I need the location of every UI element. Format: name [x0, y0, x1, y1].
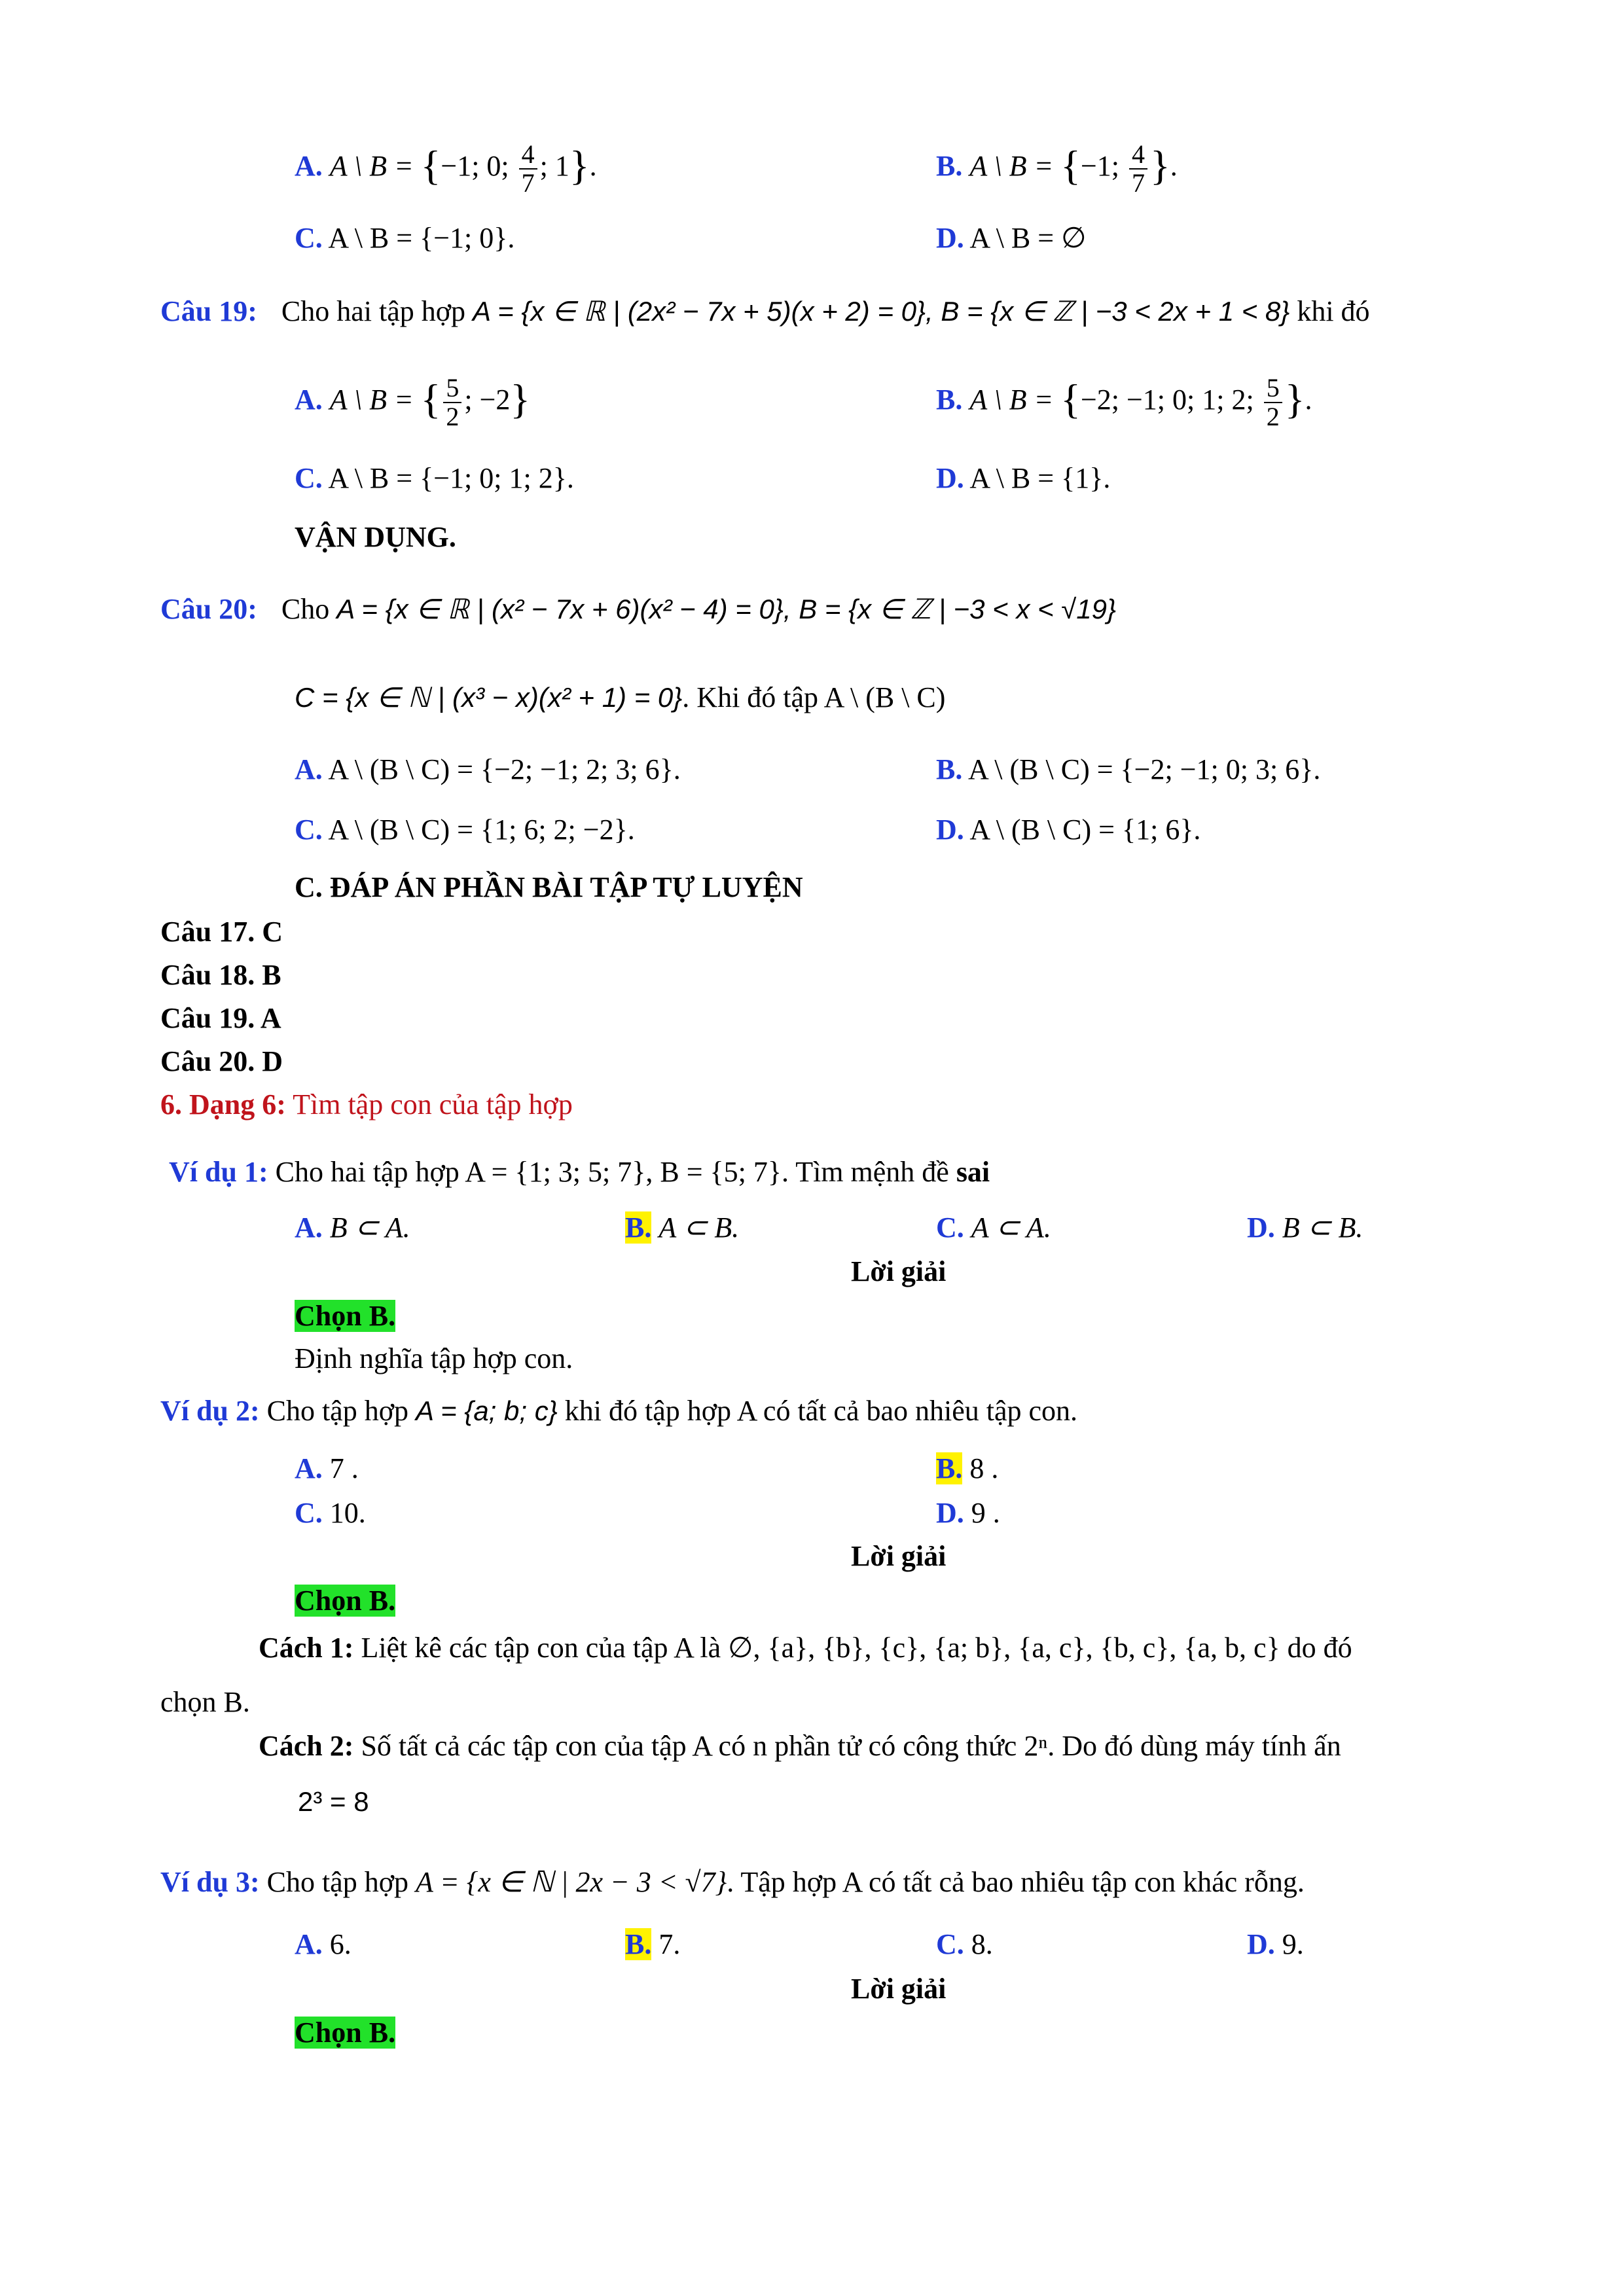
q18-option-a — [295, 141, 597, 197]
vd2-option-a — [295, 1452, 359, 1486]
method-2 — [259, 1729, 1341, 1764]
solution-heading: Lời giải — [851, 1540, 947, 1572]
example-text: . Tập hợp A có tất cả bao nhiêu tập con khác rỗng. — [727, 1866, 1305, 1898]
section-label: 6. Dạng 6: — [160, 1088, 286, 1121]
vd3-stem — [160, 1865, 1305, 1900]
fraction — [443, 374, 461, 431]
option-expr: A \ B = — [329, 150, 421, 183]
example-text: Cho tập hợp — [266, 1866, 408, 1898]
option-expr: A \ B = — [969, 150, 1061, 183]
option-text: 8. — [971, 1928, 993, 1960]
option-letter: D. — [1247, 1928, 1275, 1960]
set-definition: A = {x ∈ ℝ | (x² − 7x + 6)(x² − 4) = 0}, B = {x ∈ ℤ | −3 < x < √19} — [336, 594, 1116, 624]
q18-option-d — [936, 221, 1086, 256]
option-letter: D. — [936, 1497, 964, 1529]
option-text: A \ (B \ C) = {1; 6}. — [969, 814, 1201, 846]
option-letter: A. — [295, 1452, 323, 1484]
q19-option-a — [295, 374, 530, 431]
method-1-cont: chọn B. — [160, 1686, 250, 1718]
option-end: . — [1170, 150, 1178, 183]
example-text: khi đó tập hợp A có tất cả bao nhiêu tập con. — [564, 1395, 1078, 1427]
fraction-den: 7 — [521, 168, 535, 198]
option-text: 6. — [329, 1928, 352, 1960]
vd2-option-b — [936, 1452, 998, 1486]
option-letter: C. — [936, 1928, 964, 1960]
method-text: Số tất cả các tập con của tập A có n phần tử có công thức 2ⁿ. Do đó dùng máy tính ấn — [361, 1730, 1341, 1762]
brace: } — [510, 376, 531, 423]
set-definition: A = {x ∈ ℕ | 2x − 3 < √7} — [415, 1866, 727, 1898]
example-label: Ví dụ 3: — [160, 1866, 260, 1898]
fraction-num: 4 — [519, 141, 537, 170]
answers-heading: C. ĐÁP ÁN PHẦN BÀI TẬP TỰ LUYỆN — [295, 871, 803, 903]
option-text: 9. — [1282, 1928, 1304, 1960]
question-text: Cho hai tập hợp — [281, 295, 466, 327]
set-definition: C = {x ∈ ℕ | (x³ − x)(x² + 1) = 0} — [295, 682, 683, 713]
option-text: A \ B = {−1; 0}. — [328, 222, 515, 254]
option-letter: C. — [936, 1211, 964, 1244]
option-letter: D. — [936, 222, 964, 254]
option-expr: A \ B = — [329, 384, 421, 416]
vd3-option-c — [936, 1928, 993, 1962]
method-label: Cách 1: — [259, 1632, 354, 1664]
option-expr: −1; — [1080, 150, 1127, 183]
option-text: 7 . — [329, 1452, 359, 1484]
fraction — [519, 141, 537, 197]
brace: { — [1060, 142, 1081, 189]
option-text: A \ B = {1}. — [969, 462, 1111, 494]
fraction-num: 5 — [1264, 374, 1282, 403]
option-expr: ; 1 — [539, 150, 569, 183]
q20-option-b — [936, 753, 1320, 787]
chosen-answer — [295, 1299, 395, 1334]
option-letter-highlighted: B. — [625, 1211, 652, 1244]
option-letter: A. — [295, 384, 323, 416]
section-heading-dang-6 — [160, 1088, 573, 1122]
brace: { — [420, 376, 441, 423]
q18-option-c — [295, 221, 514, 256]
chosen-answer-text: Chọn B. — [295, 1585, 396, 1617]
option-letter: A. — [295, 150, 323, 183]
method-1 — [259, 1631, 1352, 1666]
section-heading-van-dung: VẬN DỤNG. — [295, 521, 456, 553]
option-text: 9 . — [971, 1497, 1000, 1529]
option-letter: A. — [295, 753, 323, 785]
chosen-answer — [295, 1584, 395, 1619]
vd1-option-a — [295, 1211, 410, 1246]
option-expr: A \ B = — [969, 384, 1061, 416]
method-label: Cách 2: — [259, 1730, 354, 1762]
q20-stem — [160, 592, 1116, 627]
q20-stem-cont — [295, 681, 945, 715]
option-text: 10. — [329, 1497, 366, 1529]
method-2-formula: 2³ = 8 — [298, 1786, 369, 1817]
brace: } — [1150, 142, 1170, 189]
q20-option-d — [936, 813, 1200, 848]
option-letter: D. — [936, 462, 964, 494]
vd1-stem — [169, 1155, 990, 1190]
method-text: Liệt kê các tập con của tập A là ∅, {a}, {b}, {c}, {a; b}, {a, c}, {b, c}, {a, b, c} do đó — [361, 1632, 1352, 1664]
question-text: khi đó — [1297, 295, 1370, 327]
vd2-stem — [160, 1394, 1077, 1429]
option-text: A \ (B \ C) = {−2; −1; 0; 3; 6}. — [967, 753, 1321, 785]
vd2-option-c — [295, 1496, 366, 1531]
q20-option-c — [295, 813, 635, 848]
option-text: A ⊂ A. — [971, 1211, 1051, 1244]
fraction-num: 4 — [1129, 141, 1147, 170]
option-text: A ⊂ B. — [659, 1211, 740, 1244]
vd3-option-a — [295, 1928, 352, 1962]
vd1-option-d — [1247, 1211, 1363, 1246]
option-text: B ⊂ B. — [1282, 1211, 1363, 1244]
option-text: 8 . — [969, 1452, 999, 1484]
solution-heading: Lời giải — [851, 1973, 947, 2005]
option-letter: C. — [295, 1497, 323, 1529]
vd3-option-b — [625, 1928, 680, 1962]
solution-heading: Lời giải — [851, 1255, 947, 1287]
q19-stem — [160, 295, 1370, 329]
option-letter-highlighted: B. — [936, 1452, 963, 1484]
section-title: Tìm tập con của tập hợp — [293, 1088, 573, 1121]
example-text: Cho hai tập hợp A = {1; 3; 5; 7}, B = {5; 7}. Tìm mệnh đề — [275, 1156, 949, 1188]
example-text: Cho tập hợp — [266, 1395, 408, 1427]
option-text: B ⊂ A. — [329, 1211, 410, 1244]
option-text: A \ B = {−1; 0; 1; 2}. — [328, 462, 574, 494]
chosen-answer-text: Chọn B. — [295, 2017, 396, 2049]
q19-option-d — [936, 461, 1110, 496]
option-letter: C. — [295, 814, 323, 846]
option-letter: C. — [295, 222, 323, 254]
q18-option-b — [936, 141, 1178, 197]
set-definition: A = {x ∈ ℝ | (2x² − 7x + 5)(x + 2) = 0}, B = {x ∈ ℤ | −3 < 2x + 1 < 8} — [473, 296, 1290, 327]
option-text: A \ (B \ C) = {−2; −1; 2; 3; 6}. — [328, 753, 681, 785]
option-letter: A. — [295, 1211, 323, 1244]
vd1-option-b — [625, 1211, 739, 1246]
q20-option-a — [295, 753, 681, 787]
option-letter: B. — [936, 753, 963, 785]
fraction — [1264, 374, 1282, 431]
fraction-num: 5 — [443, 374, 461, 403]
fraction-den: 2 — [1266, 402, 1280, 431]
option-letter: D. — [936, 814, 964, 846]
fraction-den: 7 — [1132, 168, 1145, 198]
question-text: Cho — [281, 593, 330, 625]
option-text: A \ (B \ C) = {1; 6; 2; −2}. — [328, 814, 635, 846]
set-definition: A = {a; b; c} — [415, 1395, 558, 1426]
vd3-option-d — [1247, 1928, 1304, 1962]
option-letter: B. — [936, 150, 963, 183]
option-letter: D. — [1247, 1211, 1275, 1244]
question-label: Câu 20: — [160, 593, 257, 625]
q19-option-b — [936, 374, 1312, 431]
option-expr: ; −2 — [464, 384, 511, 416]
option-end: . — [589, 150, 597, 183]
option-expr: −1; 0; — [441, 150, 516, 183]
q19-option-c — [295, 461, 574, 496]
answer-line: Câu 17. C — [160, 916, 283, 948]
chosen-answer — [295, 2016, 395, 2051]
brace: } — [1284, 376, 1305, 423]
option-letter: C. — [295, 462, 323, 494]
brace: } — [569, 142, 590, 189]
example-label: Ví dụ 2: — [160, 1395, 260, 1427]
option-end: . — [1305, 384, 1312, 416]
option-letter-highlighted: B. — [625, 1928, 652, 1960]
brace: { — [420, 142, 441, 189]
example-emphasis: sai — [956, 1156, 990, 1188]
answer-line: Câu 18. B — [160, 959, 281, 991]
brace: { — [1060, 376, 1081, 423]
option-letter: A. — [295, 1928, 323, 1960]
option-text: A \ B = ∅ — [969, 222, 1087, 254]
answer-line: Câu 19. A — [160, 1002, 281, 1034]
fraction — [1129, 141, 1147, 197]
solution-text: Định nghĩa tập hợp con. — [295, 1342, 573, 1374]
option-expr: −2; −1; 0; 1; 2; — [1080, 384, 1261, 416]
answer-line: Câu 20. D — [160, 1045, 283, 1077]
option-text: 7. — [659, 1928, 681, 1960]
fraction-den: 2 — [446, 402, 460, 431]
question-text: . Khi đó tập A \ (B \ C) — [682, 681, 946, 713]
example-label: Ví dụ 1: — [169, 1156, 268, 1188]
vd2-option-d — [936, 1496, 1000, 1531]
chosen-answer-text: Chọn B. — [295, 1300, 396, 1332]
vd1-option-c — [936, 1211, 1051, 1246]
option-letter: B. — [936, 384, 963, 416]
question-label: Câu 19: — [160, 295, 257, 327]
